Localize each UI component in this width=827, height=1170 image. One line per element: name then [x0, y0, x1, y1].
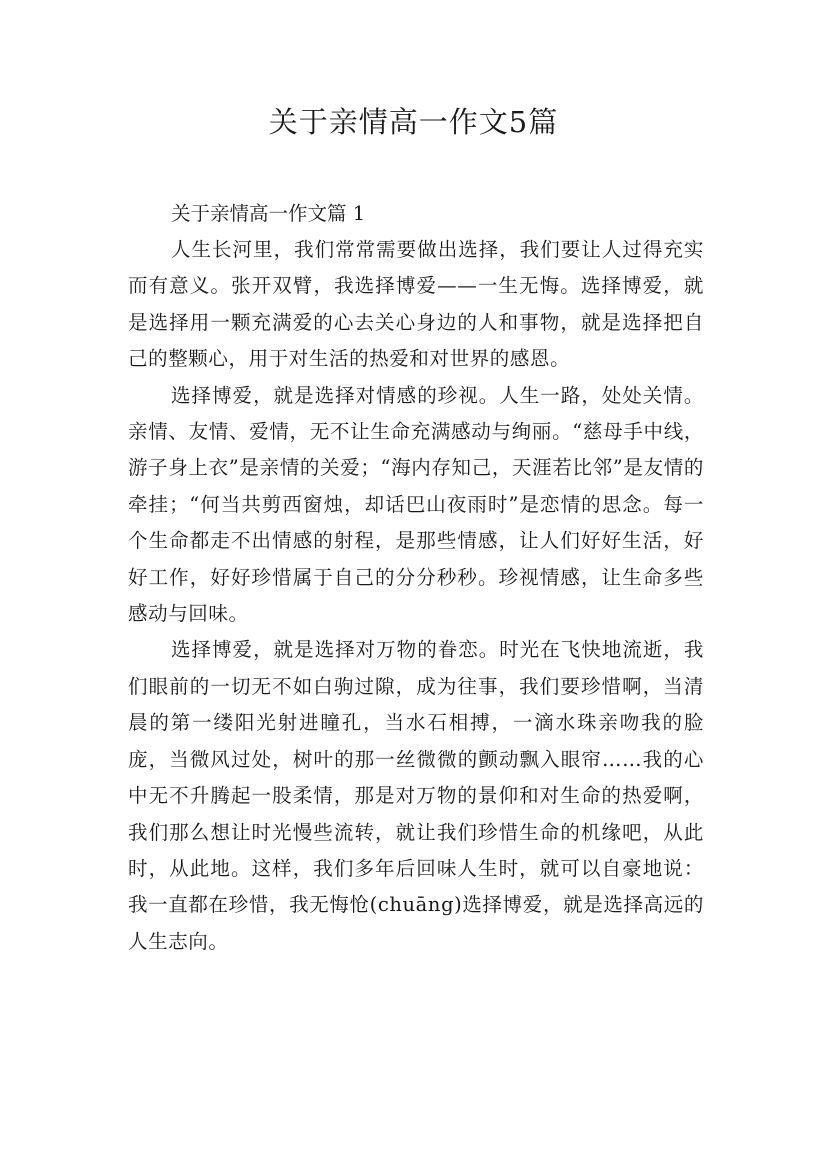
section-heading: 关于亲情高一作文篇 1 [171, 202, 366, 225]
document-body [128, 196, 704, 960]
paragraph-2: 选择博爱，就是选择对情感的珍视。人生一路，处处关情。亲情、友情、爱情，无不让生命充满感动与绚丽。“慈母手中线，游子身上衣”是亲情的关爱；“海内存知己，天涯若比邻”是友情的牵挂；“何当共剪西窗烛，却话巴山夜雨时”是恋情的思念。每一个生命都走不出情感的射程，是那些情感，让人们好好生活，好好工作，好好珍惜属于自己的分分秒秒。珍视情感，让生命多些感动与回味。 [128, 383, 704, 626]
document-title: 关于亲情高一作文5篇 [268, 105, 559, 139]
paragraph-3: 选择博爱，就是选择对万物的眷恋。时光在飞快地流逝，我们眼前的一切无不如白驹过隙，成为往事，我们要珍惜啊，当清晨的第一缕阳光射进瞳孔，当水石相搏，一滴水珠亲吻我的脸庞，当微风过处，树叶的那一丝微微的颤动飘入眼帘……我的心中无不升腾起一股柔情，那是对万物的景仰和对生命的热爱啊，我们那么想让时光慢些流转，就让我们珍惜生命的机缘吧，从此时，从此地。这样，我们多年后回味人生时，就可以自豪地说：我一直都在珍惜，我无悔怆(chuāng)选择博爱，就是选择高远的人生志向。 [128, 638, 704, 953]
paragraph-1: 人生长河里，我们常常需要做出选择，我们要让人过得充实而有意义。张开双臂，我选择博爱——一生无悔。选择博爱，就是选择用一颗充满爱的心去关心身边的人和事物，就是选择把自己的整颗心，用于对生活的热爱和对世界的感恩。 [128, 238, 704, 371]
